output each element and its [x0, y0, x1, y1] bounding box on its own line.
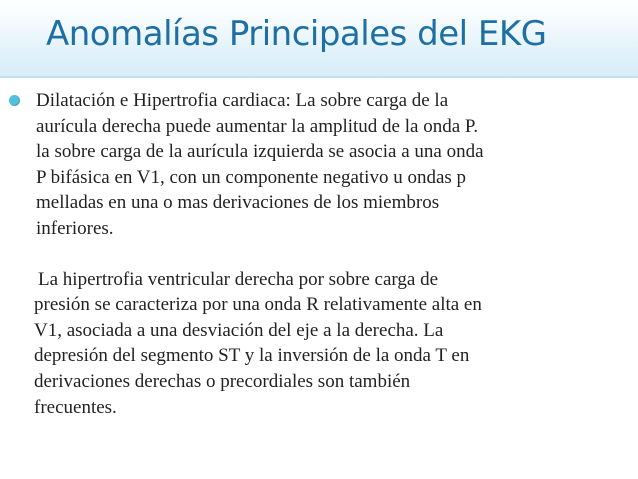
paragraph-line: V1, asociada a una desviación del eje a la derecha. La	[34, 319, 444, 341]
bullet-line: inferiores.	[36, 217, 114, 239]
bullet-line: aurícula derecha puede aumentar la amplitud de la onda P.	[36, 115, 479, 137]
round-bullet-icon	[9, 95, 20, 106]
bullet-line: Dilatación e Hipertrofia cardiaca: La sobre carga de la	[36, 90, 449, 111]
paragraph-line: depresión del segmento ST y la inversión de la onda T en	[34, 345, 470, 367]
paragraph-line: frecuentes.	[34, 396, 117, 418]
paragraph-line: La hipertrofia ventricular derecha por sobre carga de	[38, 268, 439, 290]
slide-title: Anomalías Principales del EKG	[46, 14, 547, 54]
slide-content	[8, 88, 628, 420]
paragraph-line: derivaciones derechas o precordiales son también	[34, 370, 411, 392]
bullet-line: la sobre carga de la aurícula izquierda se asocia a una onda	[36, 141, 484, 163]
bullet-line: P bifásica en V1, con un componente negativo u ondas p	[36, 166, 467, 188]
second-paragraph	[8, 267, 628, 421]
bullet-paragraph	[8, 88, 628, 242]
paragraph-line: presión se caracteriza por una onda R relativamente alta en	[34, 294, 482, 316]
bullet-line: melladas en una o mas derivaciones de los miembros	[36, 192, 440, 214]
